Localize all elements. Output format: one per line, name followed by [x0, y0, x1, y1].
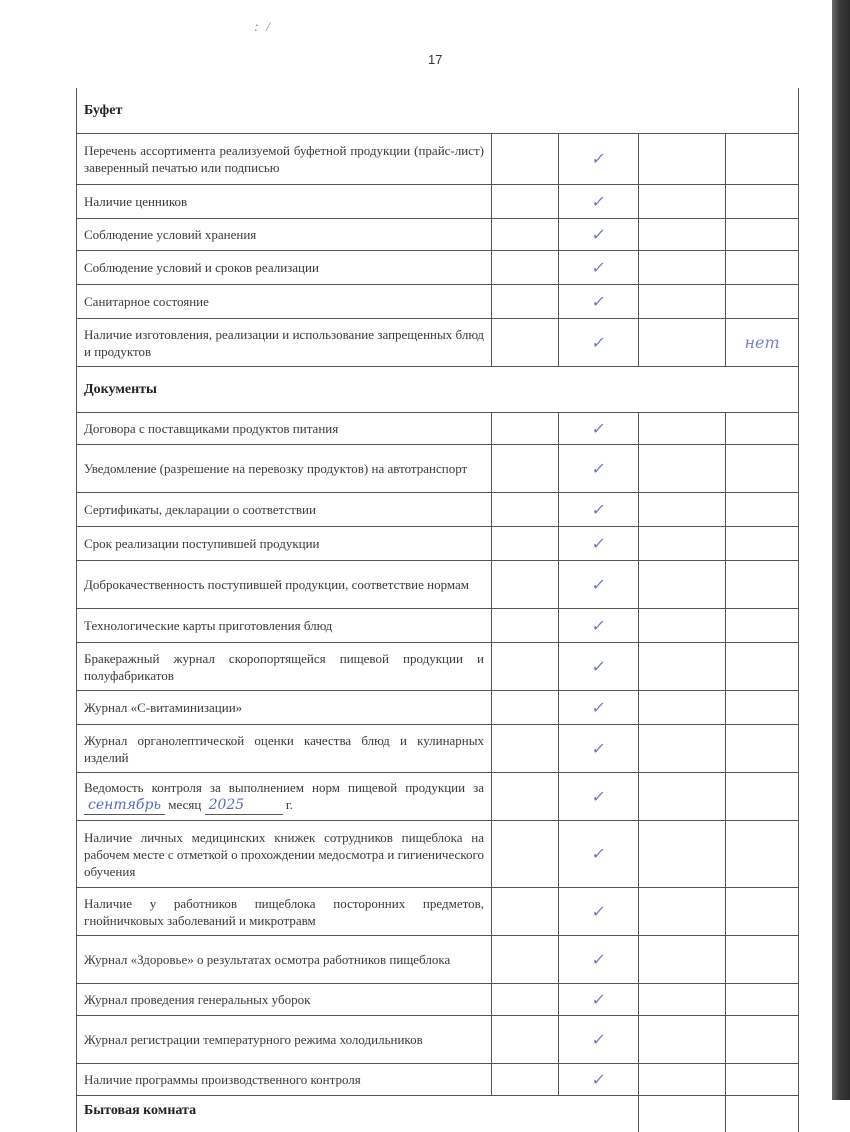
row-label: Технологические карты приготовления блюд	[77, 609, 492, 643]
checkmark-icon: ✓	[591, 193, 607, 210]
cell-col3	[639, 888, 726, 936]
cell-col2	[559, 251, 639, 285]
cell-col2	[559, 445, 639, 493]
page-number: 17	[428, 52, 442, 67]
table-row	[77, 821, 799, 888]
scan-edge-shadow	[832, 0, 850, 1100]
row-label: Наличие личных медицинских книжек сотрудников пищеблока на рабочем месте с отметкой о прохождении медосмотра и гигиенического обучения	[77, 821, 492, 888]
cell-col1	[492, 219, 559, 251]
cell-col2	[559, 609, 639, 643]
cell-col1	[492, 185, 559, 219]
row-label: Срок реализации поступившей продукции	[77, 527, 492, 561]
cell-col1	[492, 251, 559, 285]
cell-col3	[639, 285, 726, 319]
cell-col3	[639, 609, 726, 643]
table-row	[77, 936, 799, 984]
cell-col1	[492, 1064, 559, 1096]
cell-col3	[639, 1064, 726, 1096]
checkmark-icon: ✓	[591, 991, 607, 1008]
cell-col2	[559, 1064, 639, 1096]
section-header-row	[77, 1096, 799, 1132]
table-row	[77, 773, 799, 821]
cell-col1	[492, 319, 559, 367]
cell-col3	[639, 219, 726, 251]
row-label: Доброкачественность поступившей продукции, соответствие нормам	[77, 561, 492, 609]
row-label: Уведомление (разрешение на перевозку продуктов) на автотранспорт	[77, 445, 492, 493]
cell-col4	[726, 185, 799, 219]
checkmark-icon: ✓	[591, 501, 607, 518]
table-row	[77, 527, 799, 561]
cell-col3	[639, 134, 726, 185]
cell-col2	[559, 725, 639, 773]
row-label: Бракеражный журнал скоропортящейся пищевой продукции и полуфабрикатов	[77, 643, 492, 691]
row-label: Соблюдение условий и сроков реализации	[77, 251, 492, 285]
cell-col2	[559, 134, 639, 185]
cell-col2	[559, 185, 639, 219]
cell-col2	[559, 936, 639, 984]
table-row	[77, 1064, 799, 1096]
cell-col1	[492, 725, 559, 773]
cell-col4	[726, 219, 799, 251]
cell-col4	[726, 725, 799, 773]
cell-col2	[559, 285, 639, 319]
cell-col2	[559, 561, 639, 609]
section-title-household-room: Бытовая комната	[77, 1096, 639, 1132]
cell-col1	[492, 609, 559, 643]
cell-col4	[726, 285, 799, 319]
table-row	[77, 609, 799, 643]
cell-col1	[492, 643, 559, 691]
checkmark-icon: ✓	[591, 699, 607, 716]
cell-col3	[639, 185, 726, 219]
table-row	[77, 888, 799, 936]
row-label-part1: Ведомость контроля за выполнением норм пищевой продукции за	[84, 780, 484, 795]
checkmark-icon: ✓	[591, 460, 607, 477]
cell-col3	[639, 691, 726, 725]
row-label: Соблюдение условий хранения	[77, 219, 492, 251]
cell-col1	[492, 984, 559, 1016]
cell-col3	[639, 773, 726, 821]
cell-col2	[559, 319, 639, 367]
row-label: Журнал проведения генеральных уборок	[77, 984, 492, 1016]
row-label: Журнал «Здоровье» о результатах осмотра работников пищеблока	[77, 936, 492, 984]
cell-col1	[492, 445, 559, 493]
cell-col4	[726, 1096, 799, 1132]
cell-col4	[726, 445, 799, 493]
section-title-bufet: Буфет	[77, 88, 799, 134]
row-label-part2: месяц	[168, 797, 201, 812]
cell-col3	[639, 527, 726, 561]
inspection-checklist-table	[76, 88, 799, 1132]
cell-col3	[639, 643, 726, 691]
cell-col1	[492, 691, 559, 725]
cell-col4	[726, 527, 799, 561]
cell-col2	[559, 493, 639, 527]
cell-col1	[492, 493, 559, 527]
row-label: Наличие ценников	[77, 185, 492, 219]
cell-col1	[492, 821, 559, 888]
section-header-row	[77, 367, 799, 413]
cell-col2	[559, 413, 639, 445]
table-row	[77, 984, 799, 1016]
handwritten-year-field[interactable]: 2025	[205, 797, 283, 815]
cell-col4	[726, 1064, 799, 1096]
cell-col4	[726, 773, 799, 821]
cell-col4	[726, 936, 799, 984]
row-label: Журнал регистрации температурного режима холодильников	[77, 1016, 492, 1064]
cell-col3	[639, 936, 726, 984]
row-label-part3: г.	[286, 797, 293, 812]
cell-col3	[639, 413, 726, 445]
table-row	[77, 134, 799, 185]
cell-col4	[726, 888, 799, 936]
cell-col3	[639, 561, 726, 609]
table-row	[77, 493, 799, 527]
cell-col2	[559, 773, 639, 821]
cell-col2	[559, 527, 639, 561]
row-label: Журнал «С-витаминизации»	[77, 691, 492, 725]
section-header-row	[77, 88, 799, 134]
cell-col1	[492, 413, 559, 445]
cell-col4	[726, 561, 799, 609]
cell-col1	[492, 773, 559, 821]
table-row	[77, 319, 799, 367]
cell-col4	[726, 984, 799, 1016]
cell-col3	[639, 1096, 726, 1132]
checkmark-icon: ✓	[591, 334, 607, 351]
table-row	[77, 285, 799, 319]
table-row	[77, 561, 799, 609]
row-label: Перечень ассортимента реализуемой буфетной продукции (прайс-лист) заверенный печатью или подписью	[77, 134, 492, 185]
table-row	[77, 725, 799, 773]
table-row	[77, 251, 799, 285]
cell-col3	[639, 725, 726, 773]
pencil-mark: : /	[254, 20, 272, 36]
handwritten-note: нет	[744, 333, 779, 352]
cell-col4	[726, 319, 799, 367]
cell-col3	[639, 445, 726, 493]
cell-col2	[559, 1016, 639, 1064]
checkmark-icon: ✓	[591, 150, 607, 167]
section-title-documents: Документы	[77, 367, 799, 413]
cell-col4	[726, 134, 799, 185]
checkmark-icon: ✓	[591, 658, 607, 675]
row-label: Наличие у работников пищеблока посторонних предметов, гнойничковых заболеваний и микротравм	[77, 888, 492, 936]
table-row	[77, 1016, 799, 1064]
row-label: Наличие изготовления, реализации и использование запрещенных блюд и продуктов	[77, 319, 492, 367]
cell-col4	[726, 493, 799, 527]
cell-col1	[492, 527, 559, 561]
checkmark-icon: ✓	[591, 740, 607, 757]
cell-col1	[492, 134, 559, 185]
cell-col1	[492, 561, 559, 609]
table-row	[77, 691, 799, 725]
cell-col4	[726, 251, 799, 285]
cell-col3	[639, 319, 726, 367]
row-label	[77, 773, 492, 821]
cell-col2	[559, 643, 639, 691]
checkmark-icon: ✓	[591, 259, 607, 276]
row-label: Сертификаты, декларации о соответствии	[77, 493, 492, 527]
checkmark-icon: ✓	[591, 1071, 607, 1088]
row-label: Санитарное состояние	[77, 285, 492, 319]
checkmark-icon: ✓	[591, 226, 607, 243]
checkmark-icon: ✓	[591, 535, 607, 552]
cell-col3	[639, 984, 726, 1016]
cell-col1	[492, 285, 559, 319]
cell-col4	[726, 413, 799, 445]
table-row	[77, 219, 799, 251]
checkmark-icon: ✓	[591, 1031, 607, 1048]
checkmark-icon: ✓	[591, 617, 607, 634]
cell-col4	[726, 821, 799, 888]
table-row	[77, 643, 799, 691]
cell-col4	[726, 643, 799, 691]
cell-col3	[639, 1016, 726, 1064]
checkmark-icon: ✓	[591, 951, 607, 968]
cell-col2	[559, 984, 639, 1016]
cell-col3	[639, 251, 726, 285]
cell-col4	[726, 609, 799, 643]
cell-col2	[559, 219, 639, 251]
cell-col3	[639, 493, 726, 527]
handwritten-month-field[interactable]: сентябрь	[84, 797, 165, 815]
cell-col2	[559, 691, 639, 725]
cell-col4	[726, 691, 799, 725]
cell-col1	[492, 1016, 559, 1064]
row-label: Журнал органолептической оценки качества блюд и кулинарных изделий	[77, 725, 492, 773]
checkmark-icon: ✓	[591, 845, 607, 862]
checkmark-icon: ✓	[591, 576, 607, 593]
table-row	[77, 413, 799, 445]
cell-col1	[492, 936, 559, 984]
cell-col1	[492, 888, 559, 936]
row-label: Договора с поставщиками продуктов питания	[77, 413, 492, 445]
cell-col2	[559, 821, 639, 888]
checkmark-icon: ✓	[591, 293, 607, 310]
cell-col2	[559, 888, 639, 936]
cell-col3	[639, 821, 726, 888]
cell-col4	[726, 1016, 799, 1064]
checkmark-icon: ✓	[591, 903, 607, 920]
checkmark-icon: ✓	[591, 420, 607, 437]
checkmark-icon: ✓	[591, 788, 607, 805]
table-row	[77, 445, 799, 493]
table-row	[77, 185, 799, 219]
row-label: Наличие программы производственного контроля	[77, 1064, 492, 1096]
